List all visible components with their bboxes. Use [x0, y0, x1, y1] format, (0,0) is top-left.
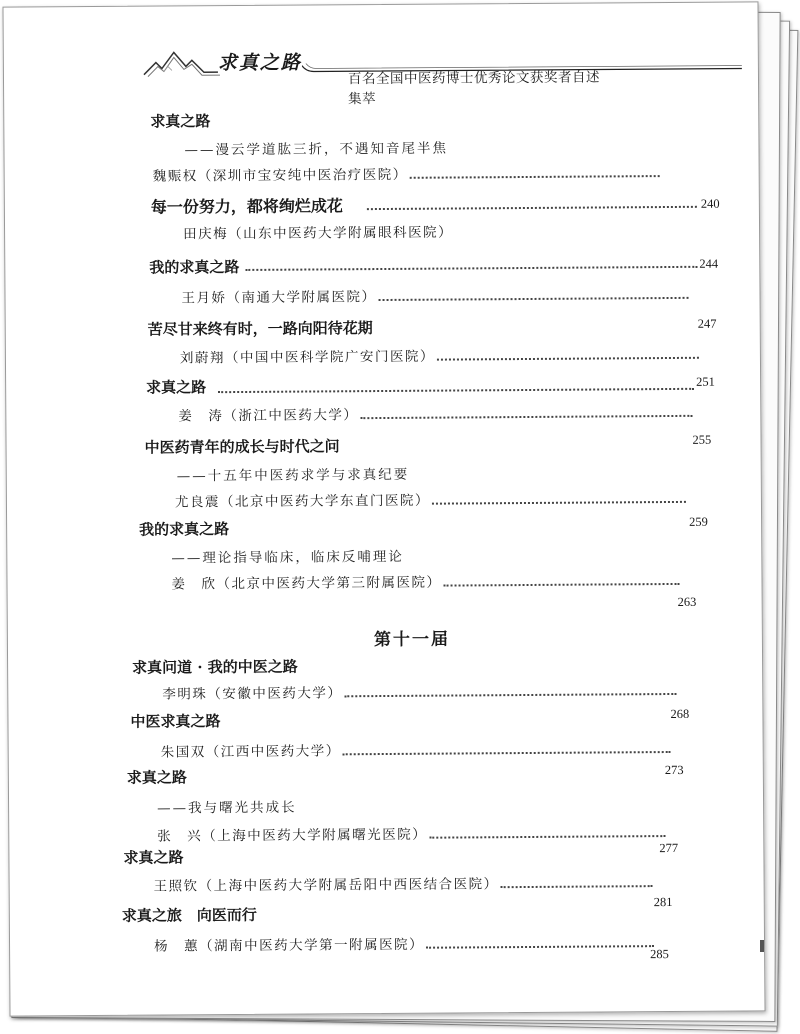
leader-dots — [432, 500, 686, 505]
entry-author — [154, 931, 654, 954]
leader-dots — [344, 692, 676, 697]
table-of-contents — [3, 2, 764, 1015]
entry-page: 251 — [696, 374, 715, 389]
entry-subtitle: ——理论指导临床，临床反哺理论 — [171, 548, 404, 567]
entry-subtitle: ——十五年中医药求学与求真纪要 — [176, 466, 410, 485]
leader-dots — [426, 944, 654, 949]
entry-title[interactable]: 求真之路 — [126, 768, 187, 787]
leader-dots — [343, 750, 671, 755]
entry-author — [180, 343, 699, 367]
entry-page: 277 — [659, 840, 679, 856]
entry-author — [175, 487, 686, 511]
leader-dots — [444, 582, 680, 587]
entry-author — [154, 871, 653, 894]
toc-page — [2, 1, 765, 1016]
entry-title[interactable]: 求真之路 — [150, 112, 211, 131]
leader-dots — [360, 414, 692, 419]
entry-title[interactable]: 每一份努力，都将绚烂成花 — [150, 196, 343, 217]
entry-author — [181, 283, 688, 307]
author-text: 杨 蕙（湖南中医药大学第一附属医院） — [153, 936, 425, 955]
entry-author — [162, 679, 676, 703]
author-text: 王照钦（上海中医药大学附属岳阳中西医结合医院） — [153, 876, 499, 895]
author-text: 朱国双（江西中医药大学） — [160, 743, 341, 761]
leader-dots — [437, 356, 699, 361]
entry-page: 263 — [677, 594, 697, 609]
entry-page: 244 — [699, 256, 719, 271]
entry-page: 268 — [670, 706, 690, 722]
leader-dots — [501, 884, 653, 888]
entry-author — [161, 737, 671, 761]
entry-title[interactable]: 中医药青年的成长与时代之问 — [144, 437, 340, 457]
leader-dots — [379, 296, 689, 301]
entry-page: 285 — [650, 947, 669, 962]
author-text: 魏赈权（深圳市宝安纯中医治疗医院） — [152, 166, 408, 185]
entry-author — [183, 221, 453, 243]
entry-author — [157, 821, 665, 845]
entry-page: 247 — [697, 316, 717, 331]
leader-dots — [429, 834, 665, 839]
entry-page: 255 — [692, 432, 712, 447]
entry-title[interactable]: 苦尽甘来终有时，一路向阳待花期 — [147, 319, 373, 339]
author-text: 刘蔚翔（中国中医科学院广安门医院） — [179, 348, 435, 367]
entry-title[interactable]: 中医求真之路 — [130, 712, 221, 731]
author-text: 田庆梅（山东中医药大学附属眼科医院） — [183, 224, 454, 243]
author-text: 尤良震（北京中医药大学东直门医院） — [174, 492, 430, 511]
entry-title[interactable]: 我的求真之路 — [149, 258, 240, 277]
leader-dots — [245, 265, 697, 271]
entry-title[interactable]: 求真问道 · 我的中医之路 — [132, 657, 298, 677]
entry-title[interactable]: 求真之路 — [123, 848, 184, 867]
entry-author — [171, 569, 679, 593]
entry-page: 259 — [689, 514, 708, 529]
book-title: 求真之路 — [217, 51, 302, 75]
entry-title[interactable]: 我的求真之路 — [139, 520, 230, 539]
book-subtitle: 百名全国中医药博士优秀论文获奖者自述集萃 — [347, 69, 601, 108]
entry-subtitle: ——漫云学道肱三折，不遇知音尾半焦 — [184, 140, 449, 159]
leader-dots — [367, 205, 697, 210]
leader-dots — [218, 387, 694, 393]
entry-subtitle: ——我与曙光共成长 — [157, 799, 297, 817]
entry-title[interactable]: 求真之旅 向医而行 — [121, 905, 257, 925]
entry-author — [153, 161, 660, 185]
author-text: 姜 涛（浙江中医药大学） — [178, 407, 359, 425]
entry-author — [178, 401, 692, 425]
section-heading: 第十一届 — [373, 629, 450, 651]
author-text: 姜 欣（北京中医药大学第三附属医院） — [171, 574, 442, 593]
author-text: 王月娇（南通大学附属医院） — [181, 289, 377, 307]
entry-page: 273 — [664, 762, 684, 778]
leader-dots — [410, 174, 660, 179]
entry-title[interactable]: 求真之路 — [146, 378, 207, 397]
author-text: 张 兴（上海中医药大学附属曙光医院） — [157, 826, 428, 845]
author-text: 李明珠（安徽中医药大学） — [162, 685, 343, 703]
entry-page: 281 — [653, 894, 673, 910]
entry-page: 240 — [700, 196, 720, 211]
page-edge-mark — [760, 940, 764, 952]
